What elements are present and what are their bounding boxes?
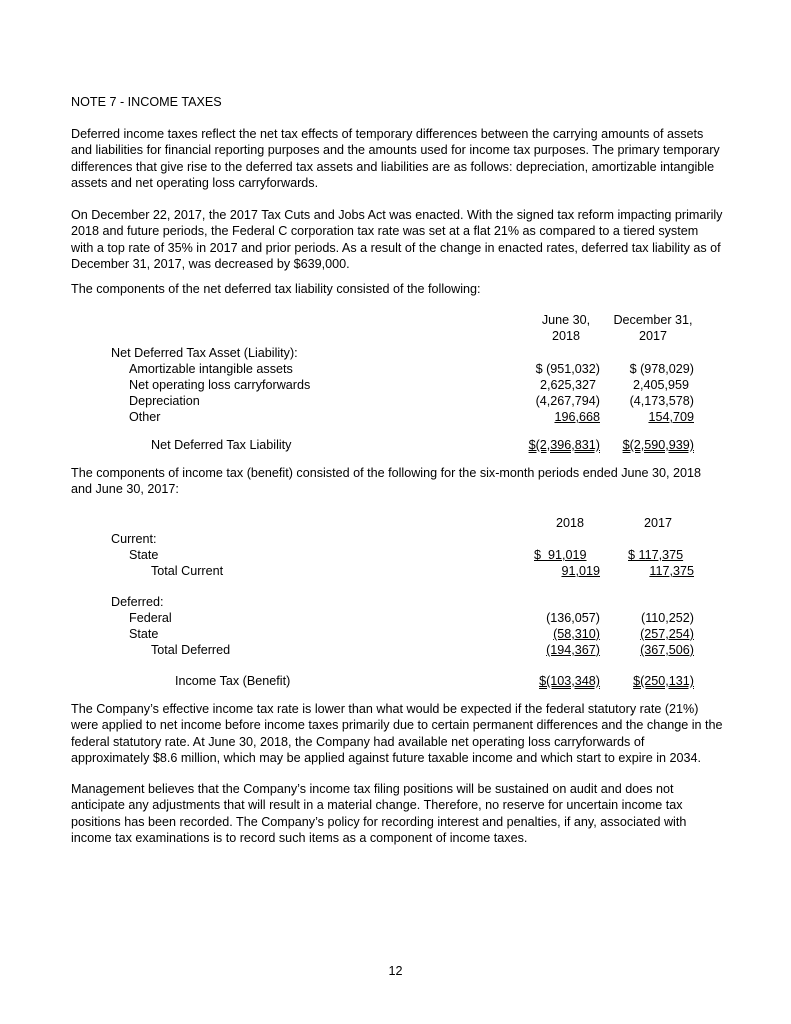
row-label: Total Current: [151, 564, 224, 578]
row-label: Federal: [129, 611, 172, 625]
value-2018: (194,367): [546, 643, 600, 657]
col-header-2017: 2017: [643, 516, 673, 530]
table-row: [0, 361, 791, 377]
note-title: NOTE 7 - INCOME TAXES: [71, 95, 222, 109]
row-label: State: [129, 548, 159, 562]
section-label-row: [0, 594, 791, 610]
total-2018: $(103,348): [539, 674, 600, 688]
table-row: [0, 610, 791, 626]
value-2018: 91,019: [561, 564, 600, 578]
paragraph-income-tax-components: The components of income tax (benefit) consisted of the following for the six-month periods ended June 30, 2018 and June 30, 2017:: [71, 466, 702, 497]
value-2018: (4,267,794): [535, 394, 600, 408]
paragraph-deferred-intro: Deferred income taxes reflect the net tax effects of temporary differences between the carrying amounts of assets and liabilities for financial reporting purposes and the amounts used for income tax purposes. The primary temporary differences that give rise to the deferred tax assets and liabilities are as follows: depreciation, amortizable intangible assets and net operating loss carryforwards.: [71, 127, 720, 190]
value-2018: 2,625,327: [539, 378, 596, 392]
total-row: [0, 673, 791, 689]
value-2017: (367,506): [640, 643, 694, 657]
total-label: Net Deferred Tax Liability: [151, 438, 292, 452]
total-row: [0, 437, 791, 453]
value-2017: $ (978,029): [629, 362, 694, 376]
value-2018: $ 91,019: [534, 548, 587, 562]
table-row: [0, 626, 791, 642]
table-row: [0, 547, 791, 563]
section-label-row: [0, 345, 791, 361]
row-label: Other: [129, 410, 161, 424]
value-2018: (136,057): [546, 611, 600, 625]
row-label: State: [129, 627, 159, 641]
table-row: [0, 393, 791, 409]
total-label: Income Tax (Benefit): [175, 674, 291, 688]
current-label: Current:: [111, 532, 157, 546]
value-2017: (110,252): [641, 611, 694, 625]
paragraph-deferred-components: The components of the net deferred tax liability consisted of the following:: [71, 282, 481, 296]
value-2017: 154,709: [648, 410, 694, 424]
value-2018: $ (951,032): [535, 362, 600, 376]
row-label: Total Deferred: [151, 643, 231, 657]
paragraph-effective-rate: The Company’s effective income tax rate is lower than what would be expected if the federal statutory rate (21%) were applied to net income before income taxes primarily due to certain permanent differences and the change in the federal statutory rate. At June 30, 2018, the Company had available net operating loss carryforwards of approximately $8.6 million, which may be applied against future taxable income and which start to expire in 2034.: [71, 702, 723, 765]
deferred-label: Deferred:: [111, 595, 164, 609]
col-header-2018: 2018: [555, 516, 585, 530]
subtotal-row: [0, 642, 791, 658]
table-row: [0, 409, 791, 425]
value-2017: (4,173,578): [629, 394, 694, 408]
total-2018: $(2,396,831): [528, 438, 600, 452]
value-2017: (257,254): [640, 627, 694, 641]
paragraph-tax-reform: On December 22, 2017, the 2017 Tax Cuts and Jobs Act was enacted. With the signed tax reform impacting primarily 2018 and future periods, the Federal C corporation tax rate was set at a flat 21% as compared to a tiered system with a top rate of 35% in 2017 and prior periods. As a result of the change in enacted rates, deferred tax liability as of December 31, 2017, was decreased by $639,000.: [71, 208, 723, 271]
col-header-december-31: December 31, 2017: [613, 313, 693, 343]
subtotal-row: [0, 563, 791, 579]
section-label-row: [0, 531, 791, 547]
paragraph-uncertain-positions: Management believes that the Company’s income tax filing positions will be sustained on audit and does not anticipate any adjustments that will result in a material change. Therefore, no reserve for uncertain income tax positions has been recorded. The Company’s policy for recording interest and penalties, if any, associated with income tax examinations is to record such items as a component of income taxes.: [71, 782, 687, 845]
value-2018: 196,668: [554, 410, 600, 424]
value-2017: 2,405,959: [632, 378, 689, 392]
value-2018: (58,310): [553, 627, 600, 641]
value-2017: 117,375: [649, 564, 694, 578]
table-row: [0, 377, 791, 393]
total-2017: $(2,590,939): [622, 438, 694, 452]
row-label: Net operating loss carryforwards: [129, 378, 311, 392]
section-label: Net Deferred Tax Asset (Liability):: [111, 346, 298, 360]
row-label: Amortizable intangible assets: [129, 362, 293, 376]
page-number: 12: [388, 964, 403, 978]
header-row: [0, 515, 791, 531]
value-2017: $ 117,375: [628, 548, 684, 562]
total-2017: $(250,131): [633, 674, 694, 688]
row-label: Depreciation: [129, 394, 200, 408]
col-header-june-30: June 30, 2018: [541, 313, 591, 343]
